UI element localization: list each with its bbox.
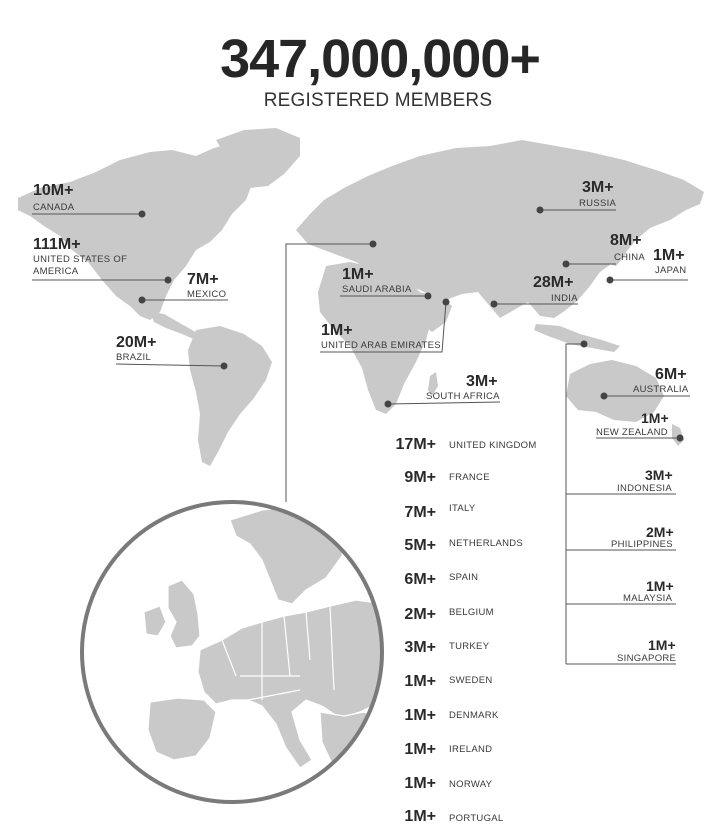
south-africa-name: SOUTH AFRICA	[426, 391, 500, 402]
indonesia-name: INDONESIA	[617, 483, 672, 494]
china-name: CHINA	[614, 252, 646, 263]
usa-count: 111M+	[33, 236, 81, 253]
brazil-name: BRAZIL	[116, 352, 152, 363]
europe-name: NETHERLANDS	[449, 538, 524, 549]
mexico-count: 7M+	[187, 271, 219, 288]
europe-count: 3M+	[404, 639, 436, 656]
south-america-shape	[188, 326, 272, 466]
europe-name: BELGIUM	[449, 607, 494, 618]
canada-count: 10M+	[33, 182, 74, 199]
philippines-count: 2M+	[646, 524, 674, 540]
europe-count: 1M+	[404, 741, 436, 758]
europe-name: FRANCE	[449, 472, 490, 483]
europe-count: 1M+	[404, 775, 436, 792]
russia-name: RUSSIA	[579, 198, 617, 209]
europe-count: 9M+	[404, 469, 436, 486]
singapore-count: 1M+	[648, 637, 676, 653]
russia-count: 3M+	[582, 179, 614, 196]
australia-count: 6M+	[655, 366, 687, 383]
mexico-name: MEXICO	[187, 289, 227, 300]
europe-name: ITALY	[449, 503, 476, 514]
japan-count: 1M+	[653, 247, 685, 264]
europe-count: 2M+	[404, 606, 436, 623]
china-count: 8M+	[610, 232, 642, 249]
uae-name: UNITED ARAB EMIRATES	[321, 340, 441, 351]
europe-count: 1M+	[404, 707, 436, 724]
australia-name: AUSTRALIA	[633, 384, 689, 395]
total-members-label: REGISTERED MEMBERS	[263, 90, 493, 111]
saudi-name: SAUDI ARABIA	[342, 284, 412, 295]
canada-name: CANADA	[33, 202, 75, 213]
india-count: 28M+	[533, 274, 574, 291]
europe-name: IRELAND	[449, 744, 493, 755]
se-asia-islands-shape	[534, 324, 620, 352]
new-zealand-name: NEW ZEALAND	[596, 427, 668, 438]
india-name: INDIA	[551, 293, 578, 304]
usa-name: UNITED STATES OF AMERICA	[33, 254, 128, 277]
saudi-count: 1M+	[342, 266, 374, 283]
europe-name: NORWAY	[449, 779, 493, 790]
philippines-name: PHILIPPINES	[611, 539, 673, 550]
indonesia-count: 3M+	[645, 467, 673, 483]
south-africa-count: 3M+	[466, 373, 498, 390]
japan-name: JAPAN	[655, 265, 687, 276]
europe-name: SWEDEN	[449, 675, 493, 686]
europe-count: 6M+	[404, 571, 436, 588]
inset-mainland-shape	[198, 600, 384, 768]
europe-count: 7M+	[404, 504, 436, 521]
inset-iberia-shape	[148, 698, 216, 760]
new-zealand-shape	[672, 424, 684, 446]
europe-name: UNITED KINGDOM	[449, 440, 537, 451]
malaysia-name: MALAYSIA	[623, 593, 673, 604]
europe-count: 5M+	[404, 537, 436, 554]
new-zealand-count: 1M+	[641, 410, 669, 426]
singapore-name: SINGAPORE	[617, 653, 677, 664]
total-members-number: 347,000,000+	[220, 29, 540, 89]
europe-name: SPAIN	[449, 572, 479, 583]
europe-count: 17M+	[395, 436, 436, 453]
europe-name: TURKEY	[449, 641, 490, 652]
brazil-count: 20M+	[116, 334, 157, 351]
uae-count: 1M+	[321, 322, 353, 339]
europe-name: PORTUGAL	[449, 813, 504, 824]
inset-scandinavia-shape	[230, 506, 346, 604]
europe-count: 1M+	[404, 808, 436, 825]
inset-uk-shape	[168, 580, 200, 648]
inset-ireland-shape	[144, 606, 166, 636]
europe-name: DENMARK	[449, 710, 499, 721]
malaysia-count: 1M+	[646, 578, 674, 594]
europe-count: 1M+	[404, 673, 436, 690]
